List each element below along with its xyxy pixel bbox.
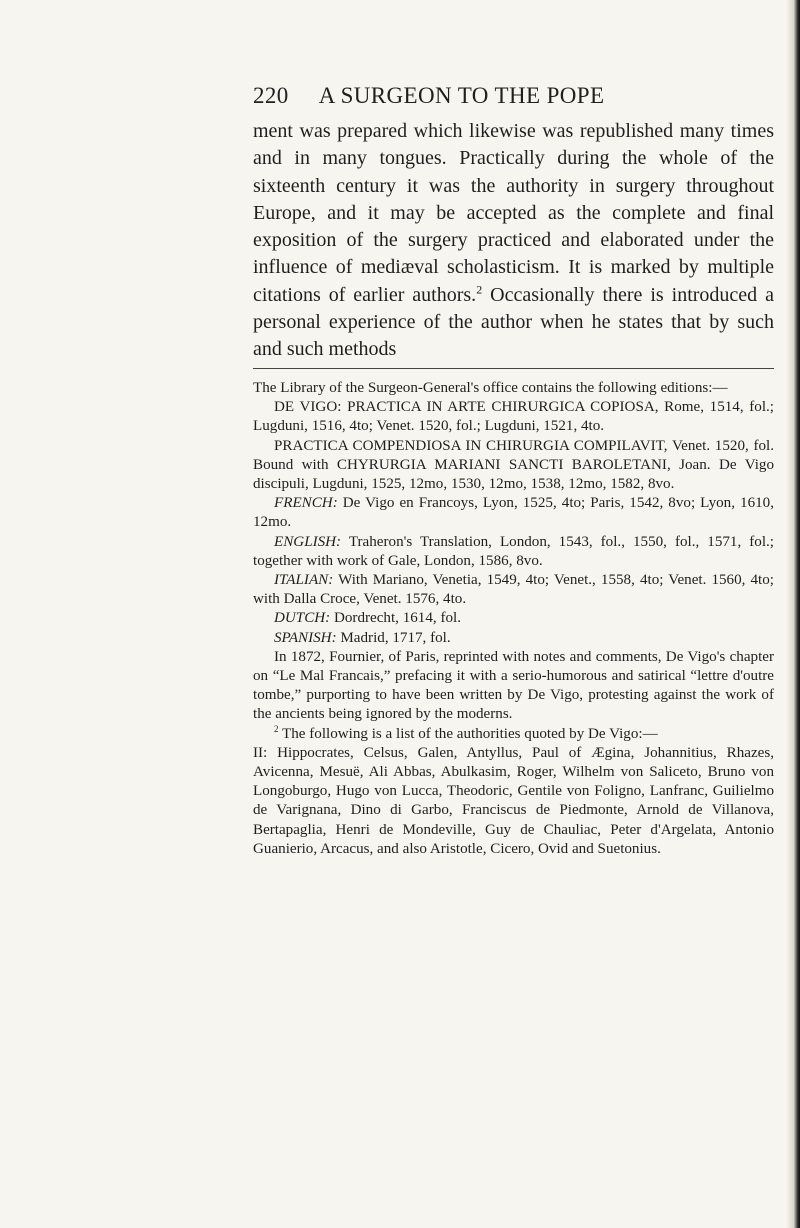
footnote-divider [253,368,774,369]
edition-french [253,494,774,532]
footnote-intro: The Library of the Surgeon-General's office contains the following editions:— [253,380,728,396]
footnotes [253,379,774,859]
authorities-list: II: Hippocrates, Celsus, Galen, Antyllus, Paul of Ægina, Johannitius, Rhazes, Avicenna, Mesuë, Ali Abbas, Abulkasim, Roger, Wilhelm von Saliceto, Bruno von Longoburgo, Hugo von Lucca, Theodoric, Gentile von Foligno, Lanfranc, Guilielmo de Varignana, Dino di Garbo, Franciscus de Piedmonte, Arnold de Villanova, Bertapaglia, Henri de Mondeville, Guy de Chauliac, Peter d'Argelata, Antonio Guanierio, Arcacus, and also Aristotle, Cicero, Ovid and Suetonius. [253,744,774,857]
dutch-text: Dordrecht, 1614, fol. [330,610,461,627]
edition-english [253,533,774,571]
french-label: FRENCH: [274,495,338,512]
body-paragraph [253,118,774,364]
body-text-before-ref: ment was prepared which likewise was republished many times and in many tongues. Practically during the whole of the sixteenth century it was the authority in surgery throughout Europe, and it may be accepted as the complete and final exposition of the surgery practiced and elaborated under the influence of mediæval scholasticism. It is marked by multiple citations of earlier authors. [253,120,774,306]
page-edge-shadow [786,0,800,1228]
italian-text: With Mariano, Venetia, 1549, 4to; Venet., 1558, 4to; Venet. 1560, 4to; with Dalla Croce, Venet. 1576, 4to. [253,572,774,608]
edition-practica-compendiosa: PRACTICA COMPENDIOSA IN CHIRURGIA COMPILAVIT, Venet. 1520, fol. Bound with CHYRURGIA MARIANI SANCTI BAROLETANI, Joan. De Vigo discipuli, Lugduni, 1525, 12mo, 1530, 12mo, 1538, 12mo, 1582, 8vo. [253,437,774,493]
fournier-note: In 1872, Fournier, of Paris, reprinted with notes and comments, De Vigo's chapter on “Le Mal Francais,” prefacing it with a serio-humorous and satirical “lettre d'outre tombe,” purporting to have been written by De Vigo, protesting against the work of the ancients being ignored by the moderns. [253,648,774,723]
footnote-reference-2[interactable]: 2 [476,282,483,297]
edition-italian [253,571,774,609]
running-header [253,83,773,109]
french-text: De Vigo en Francoys, Lyon, 1525, 4to; Paris, 1542, 8vo; Lyon, 1610, 12mo. [253,495,774,531]
footnote-2-marker: 2 [274,723,279,734]
edition-practica-copiosa: DE VIGO: PRACTICA IN ARTE CHIRURGICA COPIOSA, Rome, 1514, fol.; Lugduni, 1516, 4to; Venet. 1520, fol.; Lugduni, 1521, 4to. [253,399,774,435]
spanish-label: SPANISH: [274,629,337,646]
edition-spanish [253,629,774,648]
footnote-2-text: The following is a list of the authorities quoted by De Vigo:— [278,725,658,742]
english-label: ENGLISH: [274,533,342,550]
running-title: A SURGEON TO THE POPE [318,83,605,108]
italian-label: ITALIAN: [274,572,334,589]
body-text-after-ref: Occasionally there is introduced a personal experience of the author when he states that by such and such methods [253,283,774,361]
english-text: Traheron's Translation, London, 1543, fol., 1550, fol., 1571, fol.; together with work of Gale, London, 1586, 8vo. [253,533,774,569]
edition-dutch [253,609,774,628]
spanish-text: Madrid, 1717, fol. [336,629,451,646]
page-number: 220 [253,83,289,108]
footnote-2 [253,725,774,744]
dutch-label: DUTCH: [274,610,331,627]
